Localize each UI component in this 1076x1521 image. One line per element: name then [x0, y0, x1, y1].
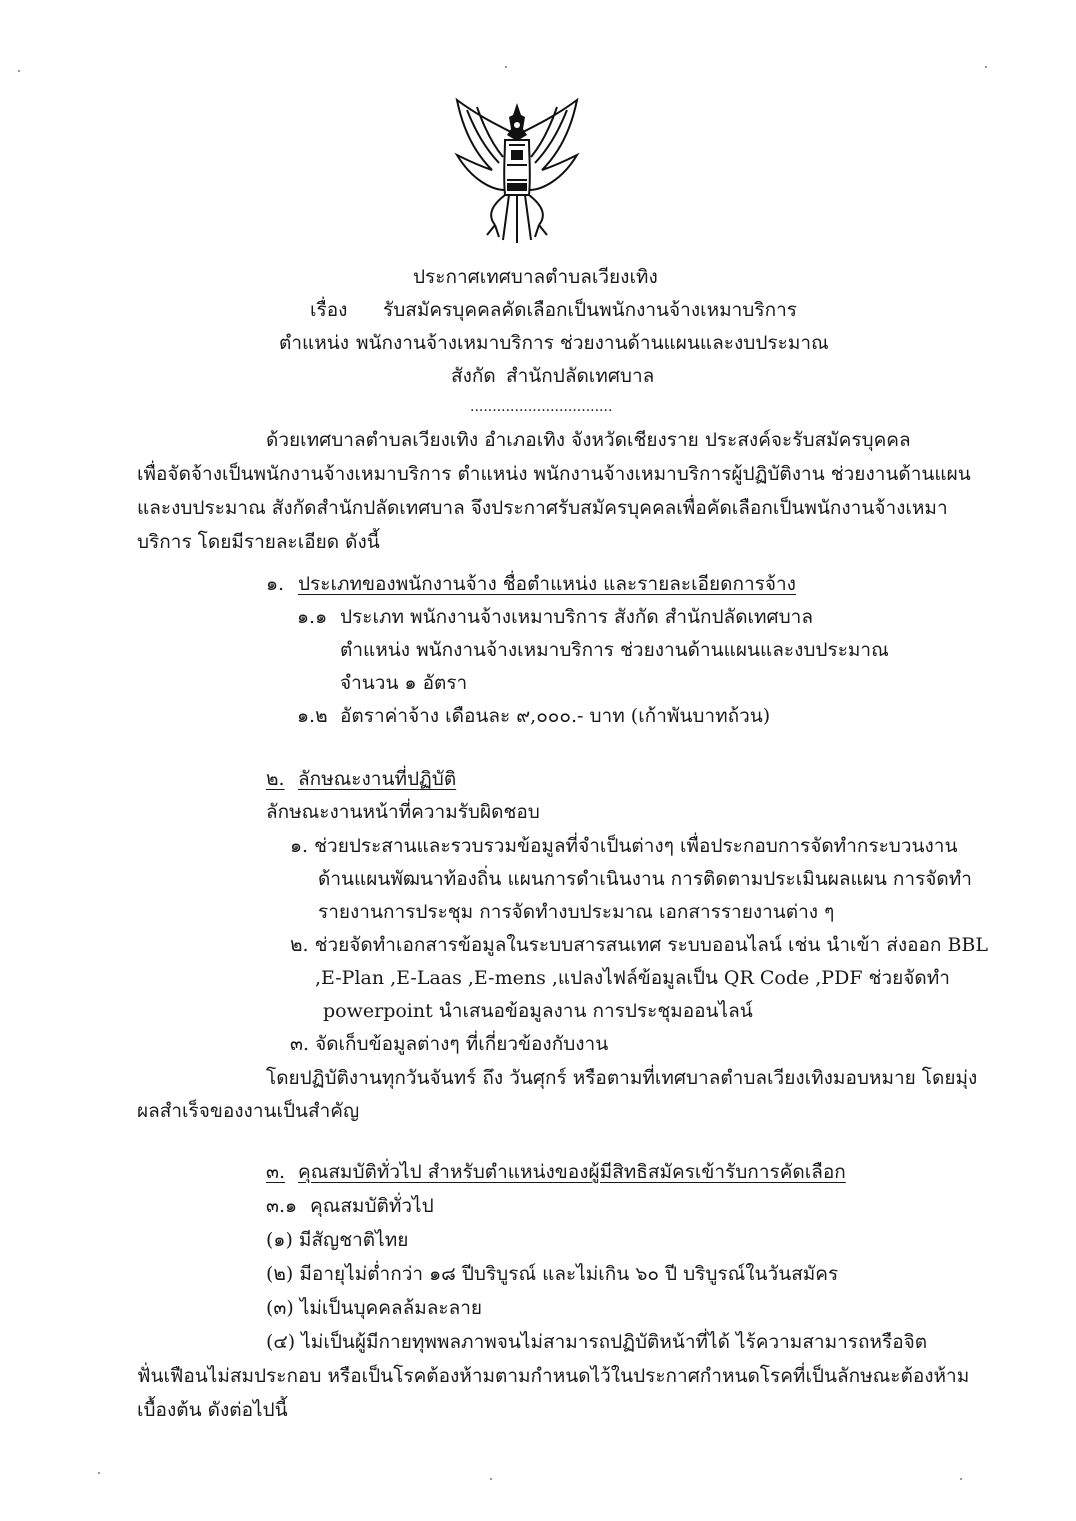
intro-line-1: ด้วยเทศบาลตำบลเวียงเทิง อำเภอเทิง จังหวัดเชียงราย ประสงค์จะรับสมัครบุคคล — [266, 429, 911, 451]
section2-item1-line1: ๑. ช่วยประสานและรวบรวมข้อมูลที่จำเป็นต่างๆ เพื่อประกอบการจัดทำกระบวนงาน — [290, 835, 958, 857]
section1-number: ๑. — [266, 573, 285, 595]
scan-speck — [505, 66, 507, 68]
qualification-3: (๓) ไม่เป็นบุคคลล้มละลาย — [266, 1297, 483, 1319]
qualification-1: (๑) มีสัญชาติไทย — [266, 1229, 409, 1251]
intro-line-2: เพื่อจัดจ้างเป็นพนักงานจ้างเหมาบริการ ตำแหน่ง พนักงานจ้างเหมาบริการผู้ปฏิบัติงาน ช่วยงานด้านแผน — [137, 463, 971, 485]
section1-item1-number: ๑.๑ — [297, 606, 328, 628]
section2-item1-line3: รายงานการประชุม การจัดทำงบประมาณ เอกสารรายงานต่าง ๆ — [318, 901, 835, 923]
scan-speck — [960, 1478, 962, 1480]
qualification-2: (๒) มีอายุไม่ต่ำกว่า ๑๘ ปีบริบูรณ์ และไม่เกิน ๖๐ ปี บริบูรณ์ในวันสมัคร — [266, 1263, 839, 1285]
scan-speck — [490, 1478, 492, 1480]
section2-item2-line3: powerpoint นำเสนอข้อมูลงาน การประชุมออนไลน์ — [323, 1000, 753, 1022]
section1-item2-line1: อัตราค่าจ้าง เดือนละ ๙,๐๐๐.- บาท (เก้าพันบาทถ้วน) — [340, 705, 771, 727]
section1-item2-number: ๑.๒ — [297, 705, 328, 727]
announcement-title: ประกาศเทศบาลตำบลเวียงเทิง — [413, 266, 658, 288]
section3-number: ๓. — [266, 1161, 286, 1183]
section2-closing-line1: โดยปฏิบัติงานทุกวันจันทร์ ถึง วันศุกร์ หรือตามที่เทศบาลตำบลเวียงเทิงมอบหมาย โดยมุ่ง — [266, 1067, 978, 1089]
separator-dots: ................................ — [470, 399, 613, 415]
section2-item2-line1: ๒. ช่วยจัดทำเอกสารข้อมูลในระบบสารสนเทศ ระบบออนไลน์ เช่น นำเข้า ส่งออก BBL — [290, 934, 988, 956]
garuda-emblem-icon — [447, 95, 587, 245]
section3-sub-number: ๓.๑ — [266, 1195, 298, 1217]
position-text: พนักงานจ้างเหมาบริการ ช่วยงานด้านแผนและงบประมาณ — [356, 332, 829, 354]
qualification-4-line3: เบื้องต้น ดังต่อไปนี้ — [137, 1399, 288, 1421]
section3-sub-title: คุณสมบัติทั่วไป — [310, 1195, 434, 1217]
section2-item2-line2: ,E-Plan ,E-Laas ,E-mens ,แปลงไฟล์ข้อมูลเป็น QR Code ,PDF ช่วยจัดทำ — [315, 967, 950, 989]
scan-speck — [18, 70, 20, 72]
intro-line-3: และงบประมาณ สังกัดสำนักปลัดเทศบาล จึงประกาศรับสมัครบุคคลเพื่อคัดเลือกเป็นพนักงานจ้างเหมา — [137, 497, 948, 519]
section2-number: ๒. — [266, 768, 285, 790]
affiliation-label: สังกัด — [451, 365, 496, 387]
section2-item1-line2: ด้านแผนพัฒนาท้องถิ่น แผนการดำเนินงาน การติดตามประเมินผลแผน การจัดทำ — [318, 868, 972, 890]
scan-speck — [985, 66, 987, 68]
section1-item1-line1: ประเภท พนักงานจ้างเหมาบริการ สังกัด สำนักปลัดเทศบาล — [340, 606, 813, 628]
section1-item1-line2: ตำแหน่ง พนักงานจ้างเหมาบริการ ช่วยงานด้านแผนและงบประมาณ — [340, 639, 889, 661]
scan-speck — [98, 1472, 100, 1474]
intro-line-4: บริการ โดยมีรายละเอียด ดังนี้ — [137, 531, 380, 553]
subject-label: เรื่อง — [310, 299, 348, 321]
section1-item1-line3: จำนวน ๑ อัตรา — [340, 672, 468, 694]
affiliation-text: สำนักปลัดเทศบาล — [506, 365, 655, 387]
section2-closing-line2: ผลสำเร็จของงานเป็นสำคัญ — [137, 1100, 360, 1122]
section2-title: ลักษณะงานที่ปฏิบัติ — [298, 768, 457, 790]
section3-title: คุณสมบัติทั่วไป สำหรับตำแหน่งของผู้มีสิทธิสมัครเข้ารับการคัดเลือก — [298, 1161, 846, 1183]
section2-item3-line1: ๓. จัดเก็บข้อมูลต่างๆ ที่เกี่ยวข้องกับงาน — [290, 1033, 609, 1055]
qualification-4-line2: ฟั่นเฟือนไม่สมประกอบ หรือเป็นโรคต้องห้ามตามกำหนดไว้ในประกาศกำหนดโรคที่เป็นลักษณะต้องห้าม — [137, 1365, 970, 1387]
qualification-4-line1: (๔) ไม่เป็นผู้มีกายทุพพลภาพจนไม่สามารถปฏิบัติหน้าที่ได้ ไร้ความสามารถหรือจิต — [266, 1331, 928, 1353]
position-label: ตำแหน่ง — [279, 332, 350, 354]
section2-subtitle: ลักษณะงานหน้าที่ความรับผิดชอบ — [266, 801, 540, 823]
section1-title: ประเภทของพนักงานจ้าง ชื่อตำแหน่ง และรายละเอียดการจ้าง — [298, 573, 796, 595]
subject-text: รับสมัครบุคคลคัดเลือกเป็นพนักงานจ้างเหมาบริการ — [383, 299, 797, 321]
